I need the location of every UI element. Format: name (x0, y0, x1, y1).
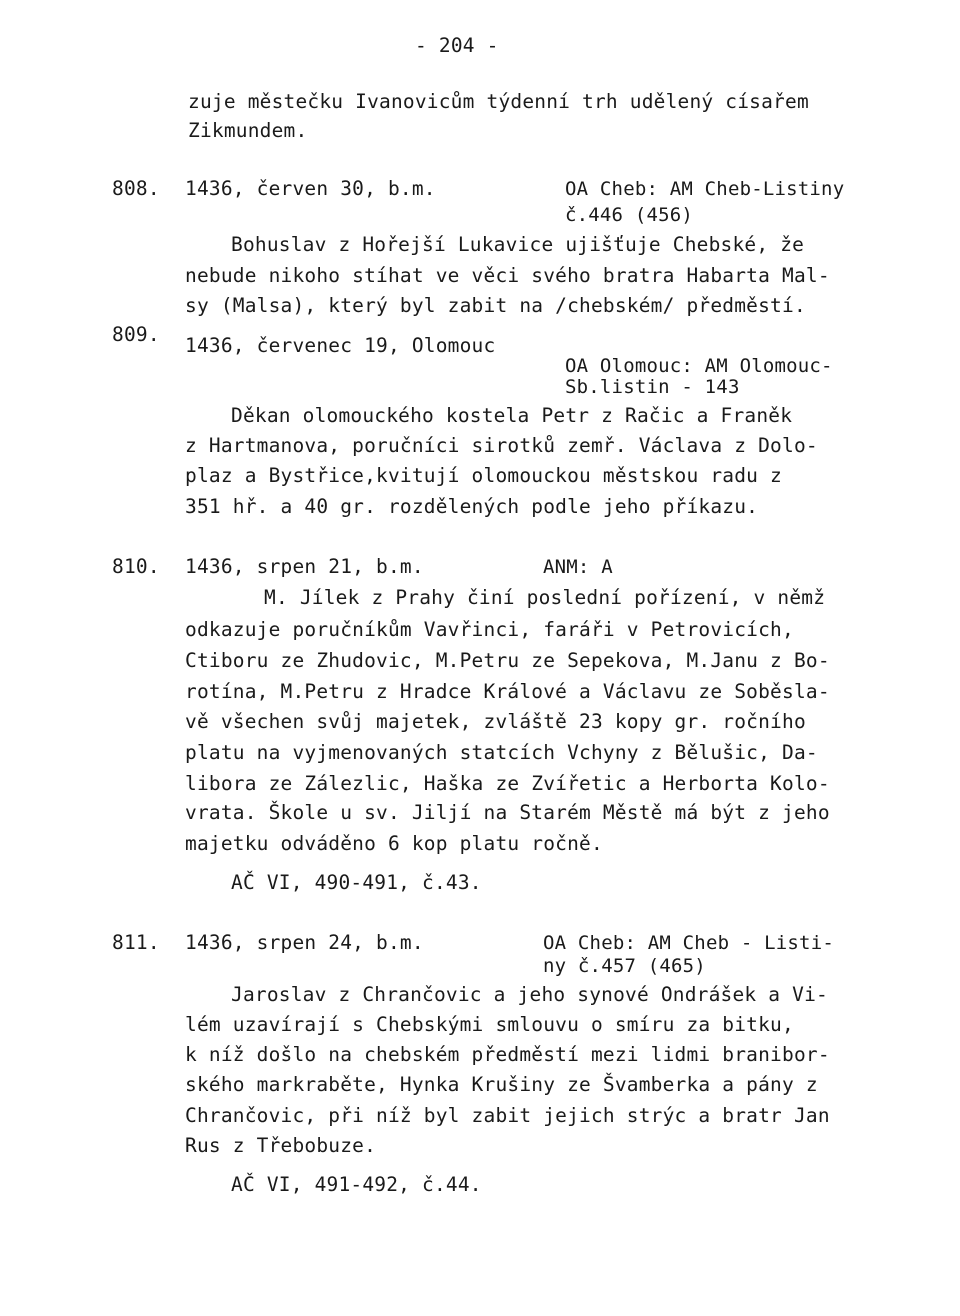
entry-text-line: nebude nikoho stíhat ve věci svého bratra Habarta Mal- (185, 264, 830, 287)
entry-text-line: vrata. Škole u sv. Jiljí na Starém Městě má být z jeho (185, 801, 830, 824)
entry-text-line: vě všechen svůj majetek, zvláště 23 kopy gr. ročního (185, 710, 806, 733)
entry-number: 810. (112, 555, 160, 578)
entry-number: 808. (112, 177, 160, 200)
entry-number: 809. (112, 323, 160, 346)
archive-reference: Sb.listin - 143 (565, 376, 740, 398)
entry-text-line: majetku odváděno 6 kop platu ročně. (185, 832, 603, 855)
archive-reference: ANM: A (543, 556, 613, 578)
entry-text-line: z Hartmanova, poručníci sirotků zemř. Václava z Dolo- (185, 434, 818, 457)
page-number: - 204 - (415, 34, 499, 57)
entry-text-line: libora ze Zálezlic, Haška ze Zvířetic a Herborta Kolo- (185, 772, 830, 795)
entry-text-line: Jaroslav z Chrančovic a jeho synové Ondrášek a Vi- (231, 983, 828, 1006)
intro-line: Zikmundem. (188, 119, 308, 142)
entry-text-line: sy (Malsa), který byl zabit na /chebském/ předměstí. (185, 294, 806, 317)
entry-text-line: plaz a Bystřice,kvitují olomouckou městskou radu z (185, 464, 782, 487)
entry-text-line: lém uzavírají s Chebskými smlouvu o smíru za bitku, (185, 1013, 794, 1036)
archive-reference: OA Olomouc: AM Olomouc- (565, 355, 833, 377)
archive-reference: ny č.457 (465) (543, 955, 706, 977)
entry-date: 1436, červen 30, b.m. (185, 177, 436, 200)
entry-text-line: 351 hř. a 40 gr. rozdělených podle jeho příkazu. (185, 495, 759, 518)
archive-reference: č.446 (456) (565, 204, 694, 226)
entry-text-line: platu na vyjmenovaných statcích Vchyny z Bělušic, Da- (185, 741, 818, 764)
entry-date: 1436, červenec 19, Olomouc (185, 334, 496, 357)
entry-text-line: Bohuslav z Hořejší Lukavice ujišťuje Chebské, že (231, 233, 805, 256)
entry-date: 1436, srpen 21, b.m. (185, 555, 424, 578)
entry-text-line: odkazuje poručníkům Vavřinci, faráři v Petrovicích, (185, 618, 794, 641)
archive-reference: OA Cheb: AM Cheb-Listiny (565, 178, 845, 200)
entry-text-line: ského markraběte, Hynka Krušiny ze Švamberka a pány z (185, 1073, 818, 1096)
archive-reference: OA Cheb: AM Cheb - Listi- (543, 932, 834, 954)
entry-reference: AČ VI, 491-492, č.44. (231, 1173, 482, 1196)
entry-text-line: Děkan olomouckého kostela Petr z Račic a Franěk (231, 404, 793, 427)
entry-text-line: Ctiboru ze Zhudovic, M.Petru ze Sepekova, M.Janu z Bo- (185, 649, 830, 672)
entry-date: 1436, srpen 24, b.m. (185, 931, 424, 954)
intro-line: zuje městečku Ivanovicům týdenní trh udělený císařem (188, 90, 809, 113)
entry-text-line: rotína, M.Petru z Hradce Králové a Václavu ze Soběsla- (185, 680, 830, 703)
entry-text-line: k níž došlo na chebském předměstí mezi lidmi branibor- (185, 1043, 830, 1066)
entry-number: 811. (112, 931, 160, 954)
entry-text-line: M. Jílek z Prahy činí poslední pořízení, v němž (264, 586, 826, 609)
entry-text-line: Chrančovic, při níž byl zabit jejich strýc a bratr Jan (185, 1104, 830, 1127)
entry-reference: AČ VI, 490-491, č.43. (231, 871, 482, 894)
entry-text-line: Rus z Třebobuze. (185, 1134, 377, 1157)
